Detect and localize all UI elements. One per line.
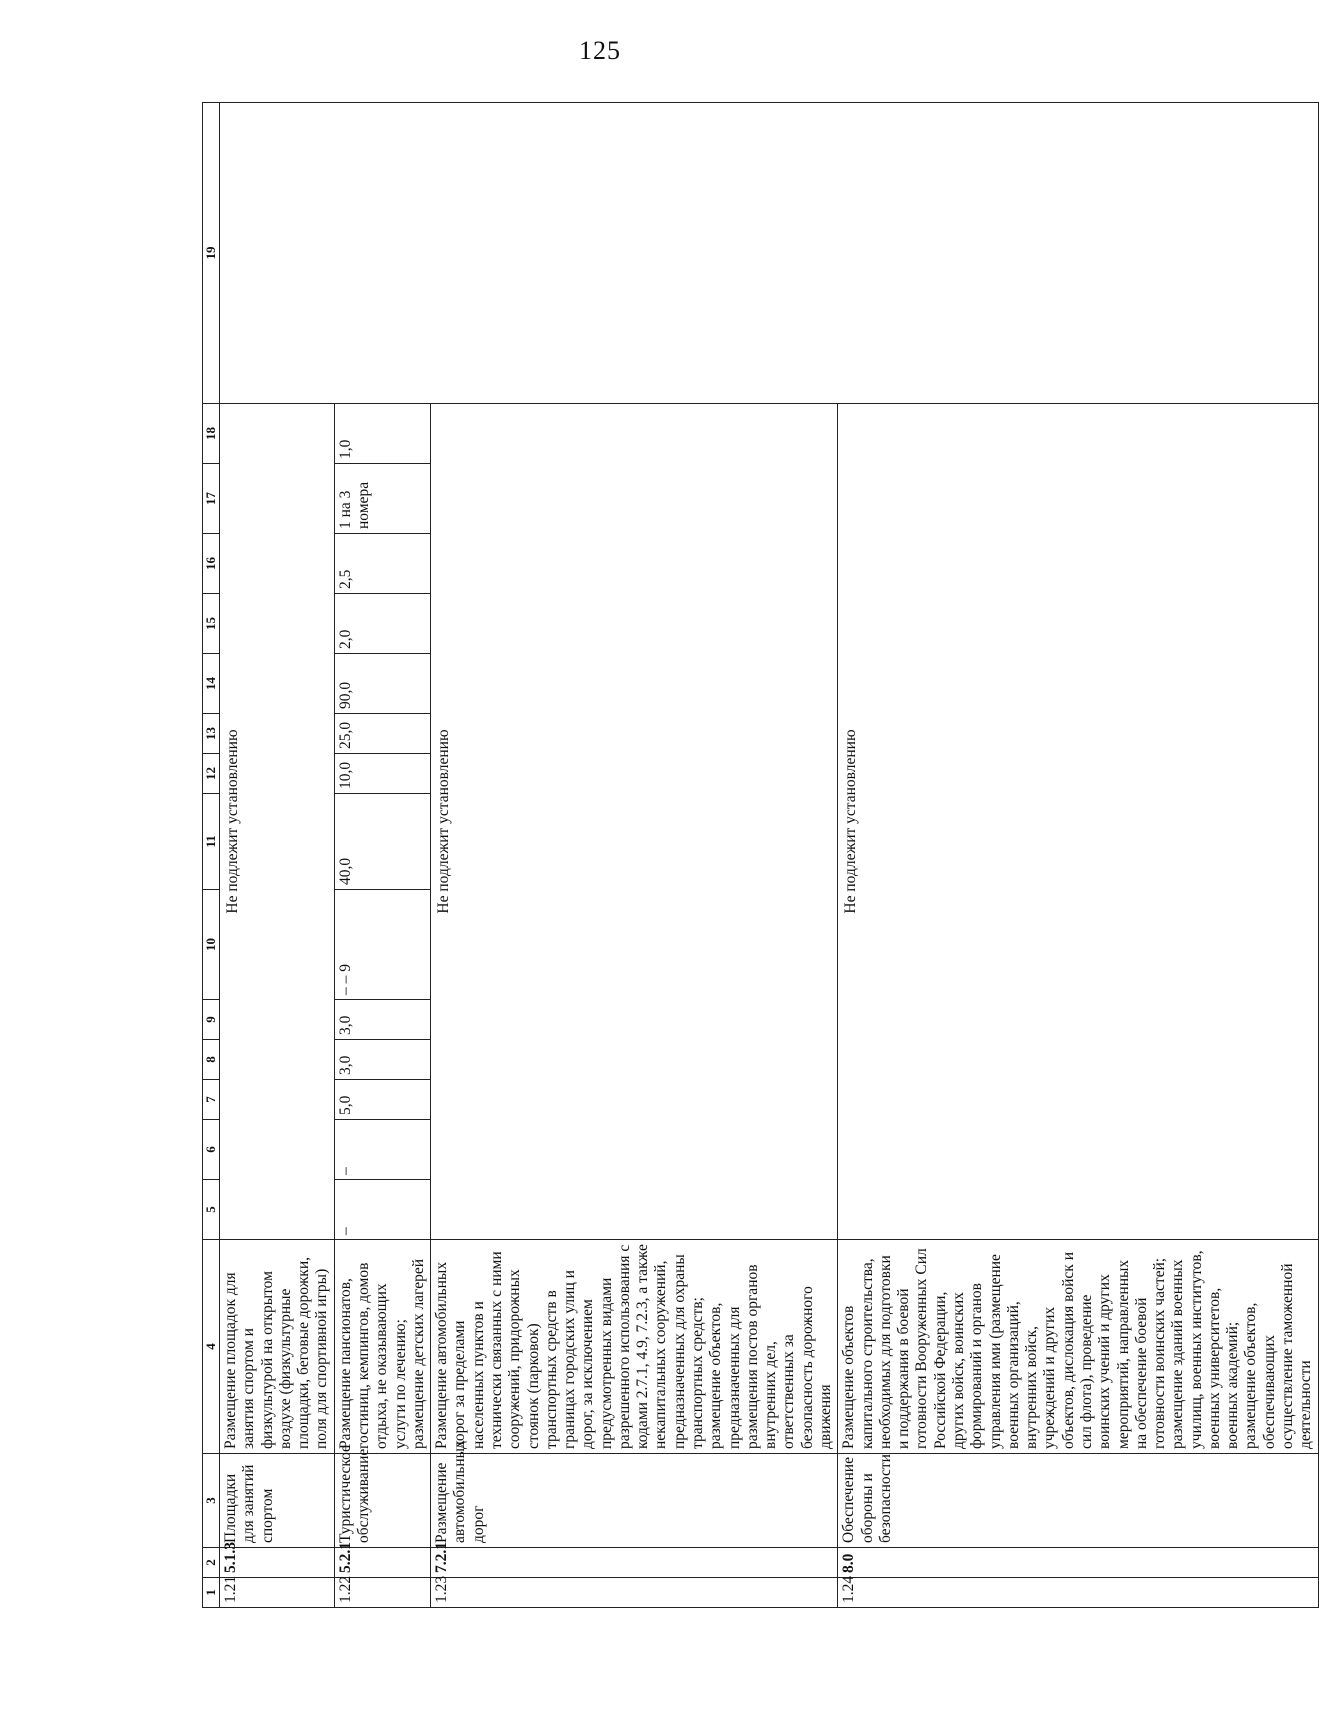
- use-code: 5.1.3: [220, 1548, 335, 1578]
- cell-col-16: 2,5: [334, 534, 430, 594]
- col-header-4: 4: [203, 1240, 220, 1454]
- col-19-cell: [220, 103, 1319, 404]
- zoning-table: [202, 102, 1319, 1608]
- cell-col-12: 10,0: [334, 754, 430, 794]
- rotated-table-container: [202, 103, 1315, 1608]
- row-number: 1.22: [334, 1578, 430, 1608]
- col-header-11: 11: [203, 794, 220, 890]
- col-header-14: 14: [203, 654, 220, 714]
- table-row: [220, 103, 335, 1608]
- cell-col-17: 1 на 3 номера: [334, 464, 430, 534]
- col-header-6: 6: [203, 1120, 220, 1180]
- use-name: Размещение автомобильных дорог: [431, 1454, 838, 1548]
- not-established-note: Не подлежит установлению: [431, 404, 838, 1240]
- col-header-17: 17: [203, 464, 220, 534]
- col-header-15: 15: [203, 594, 220, 654]
- cell-col-7: 5,0: [334, 1080, 430, 1120]
- col-header-19: 19: [203, 103, 220, 404]
- cell-col-8: 3,0: [334, 1040, 430, 1080]
- use-name: Обеспечение обороны и безопасности: [838, 1454, 1318, 1548]
- cell-col-6: –: [334, 1120, 430, 1180]
- cell-col-14: 90,0: [334, 654, 430, 714]
- row-number: 1.23: [431, 1578, 838, 1608]
- use-description: Размещение объектов капитального строительства, необходимых для подготовки и поддержания в боевой готовности Вооруженных Сил Российской Федерации, других войск, воинских формирований и органов управления ими (размещение военных организаций, внутренних войск, учреждений и других объектов, дислокация войск и сил флота), проведение воинских учений и других мероприятий, направленных на обеспечение боевой готовности воинских частей; размещение зданий военных училищ, военных институтов, военных университетов, военных академий; размещение объектов, обеспечивающих осуществление таможенной деятельности: [838, 1240, 1318, 1454]
- not-established-note: Не подлежит установлению: [220, 404, 335, 1240]
- use-name: Площадки для занятий спортом: [220, 1454, 335, 1548]
- col-header-16: 16: [203, 534, 220, 594]
- use-description: Размещение автомобильных дорог за пределами населенных пунктов и технически связанных с ними сооружений, придорожных стоянок (парковок) транспортных средств в границах городских улиц и дорог, за исключением предусмотренных видами разрешенного использования с кодами 2.7.1, 4.9, 7.2.3, а также некапитальных сооружений, предназначенных для охраны транспортных средств; размещение объектов, предназначенных для размещения постов органов внутренних дел, ответственных за безопасность дорожного движения: [431, 1240, 838, 1454]
- header-row: [203, 103, 220, 1608]
- cell-col-15: 2,0: [334, 594, 430, 654]
- col-header-9: 9: [203, 1000, 220, 1040]
- cell-col-10: – – 9: [334, 890, 430, 1000]
- col-header-10: 10: [203, 890, 220, 1000]
- cell-col-13: 25,0: [334, 714, 430, 754]
- cell-col-9: 3,0: [334, 1000, 430, 1040]
- col-header-8: 8: [203, 1040, 220, 1080]
- col-header-12: 12: [203, 754, 220, 794]
- col-header-5: 5: [203, 1180, 220, 1240]
- not-established-note: Не подлежит установлению: [838, 404, 1318, 1240]
- col-header-13: 13: [203, 714, 220, 754]
- row-number: 1.21: [220, 1578, 335, 1608]
- col-header-2: 2: [203, 1548, 220, 1578]
- col-header-1: 1: [203, 1578, 220, 1608]
- cell-col-18: 1,0: [334, 404, 430, 464]
- page-number: 125: [579, 36, 621, 65]
- col-header-18: 18: [203, 404, 220, 464]
- use-description: Размещение пансионатов, гостиниц, кемпингов, домов отдыха, не оказывающих услуги по лечению; размещение детских лагерей: [334, 1240, 430, 1454]
- use-name: Туристическое обслуживание: [334, 1454, 430, 1548]
- col-header-3: 3: [203, 1454, 220, 1548]
- use-code: 7.2.1: [431, 1548, 838, 1578]
- cell-col-5: –: [334, 1180, 430, 1240]
- use-code: 5.2.1: [334, 1548, 430, 1578]
- use-description: Размещение площадок для занятия спортом и физкультурой на открытом воздухе (физкультурные площадки, беговые дорожки, поля для спортивной игры): [220, 1240, 335, 1454]
- cell-col-11: 40,0: [334, 794, 430, 890]
- use-code: 8.0: [838, 1548, 1318, 1578]
- row-number: 1.24: [838, 1578, 1318, 1608]
- col-header-7: 7: [203, 1080, 220, 1120]
